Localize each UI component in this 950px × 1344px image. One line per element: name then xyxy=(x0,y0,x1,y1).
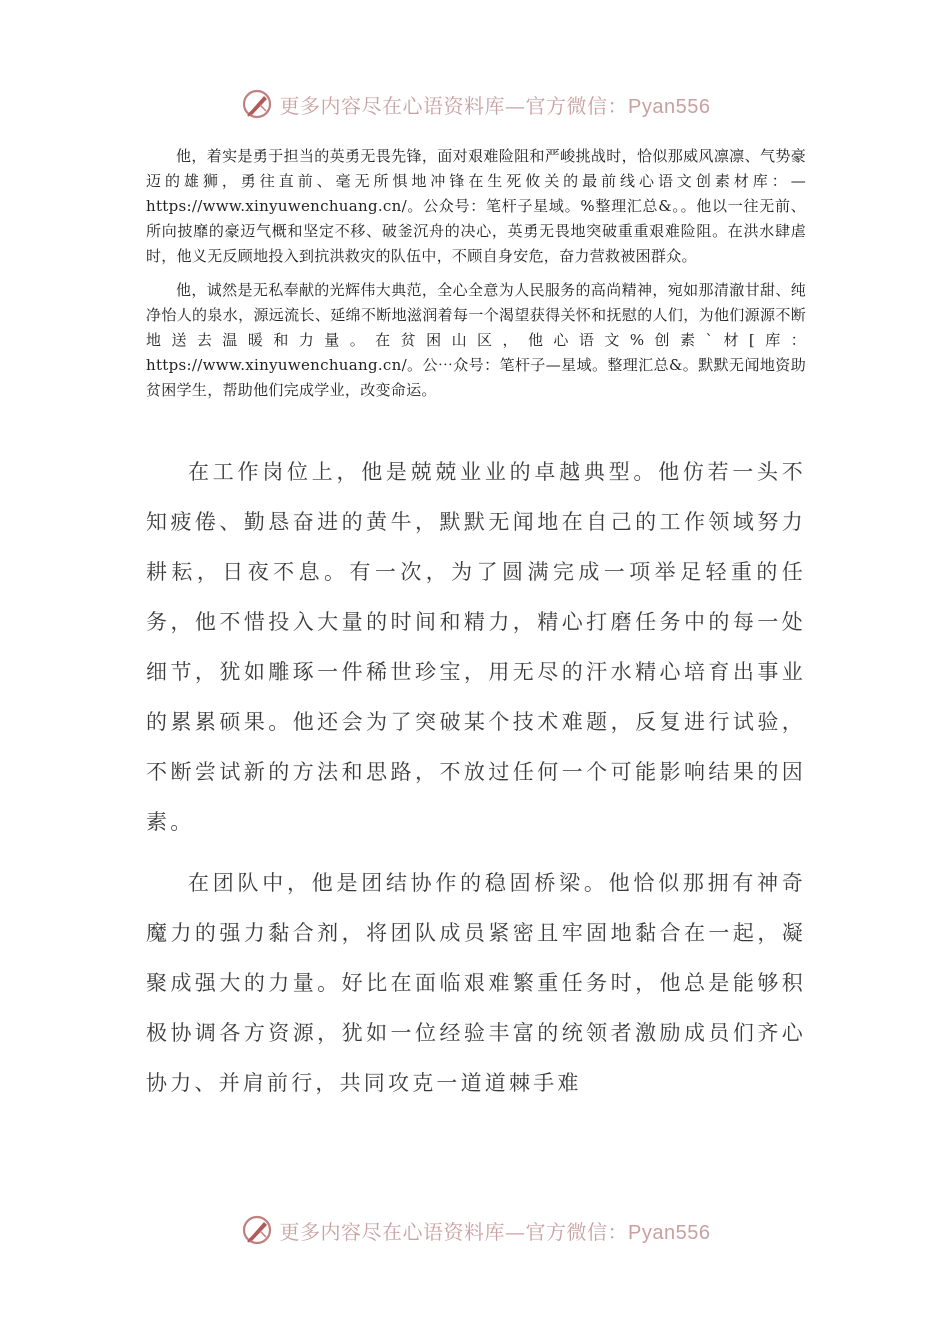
header-banner xyxy=(0,84,950,124)
header-banner-inner xyxy=(240,87,711,121)
header-banner-text xyxy=(280,90,711,119)
footer-banner-inner xyxy=(240,1213,711,1247)
footer-wechat-id: Pyan556 xyxy=(628,1221,711,1244)
small-paragraph-2: 他，诚然是无私奉献的光辉伟大典范，全心全意为人民服务的高尚精神，宛如那清澈甘甜、纯净怡人的泉水，源远流长、延绵不断地滋润着每一个渴望获得关怀和抚慰的人们，为他们源源不断地送去温暖和力量。在贫困山区，他心语文%创素`材[库：https://www.xinyuwenchuang.cn/。公⋯众号：笔杆子—星域。整理汇总&。默默无闻地资助贫困学生，帮助他们完成学业，改变命运。 xyxy=(146,281,806,399)
small-paragraph-1: 他，着实是勇于担当的英勇无畏先锋，面对艰难险阻和严峻挑战时，恰似那威风凛凛、气势豪迈的雄狮，勇往直前、毫无所惧地冲锋在生死攸关的最前线心语文创素材库：—https://www.xinyuwenchuang.cn/。公众号：笔杆子星域。%整理汇总&。。他以一往无前、所向披靡的豪迈气概和坚定不移、破釜沉舟的决心，英勇无畏地突破重重艰难险阻。在洪水肆虐时，他义无反顾地投入到抗洪救灾的队伍中，不顾自身安危，奋力营救被困群众。 xyxy=(146,147,806,265)
large-paragraph-2: 在团队中，他是团结协作的稳固桥梁。他恰似那拥有神奇魔力的强力黏合剂，将团队成员紧密且牢固地黏合在一起，凝聚成强大的力量。好比在面临艰难繁重任务时，他总是能够积极协调各方资源，犹如一位经验丰富的统领者激励成员们齐心协力、并肩前行，共同攻克一道道棘手难 xyxy=(146,871,806,1095)
footer-banner-prefix: 更多内容尽在心语资料库—官方微信： xyxy=(279,1219,629,1244)
header-banner-prefix: 更多内容尽在心语资料库—官方微信： xyxy=(279,93,629,118)
large-paragraph-1: 在工作岗位上，他是兢兢业业的卓越典型。他仿若一头不知疲倦、勤恳奋进的黄牛，默默无闻地在自己的工作领域努力耕耘，日夜不息。有一次，为了圆满完成一项举足轻重的任务，他不惜投入大量的时间和精力，精心打磨任务中的每一处细节，犹如雕琢一件稀世珍宝，用无尽的汗水精心培育出事业的累累硕果。他还会为了突破某个技术难题，反复进行试验，不断尝试新的方法和思路，不放过任何一个可能影响结果的因素。 xyxy=(146,460,806,834)
header-wechat-id: Pyan556 xyxy=(628,95,711,118)
footer-banner xyxy=(0,1210,950,1250)
quill-pen-logo-icon xyxy=(240,87,274,121)
quill-pen-logo-icon xyxy=(240,1213,274,1247)
small-text-section xyxy=(146,144,806,412)
large-text-section xyxy=(146,447,806,1119)
footer-banner-text xyxy=(280,1216,711,1245)
